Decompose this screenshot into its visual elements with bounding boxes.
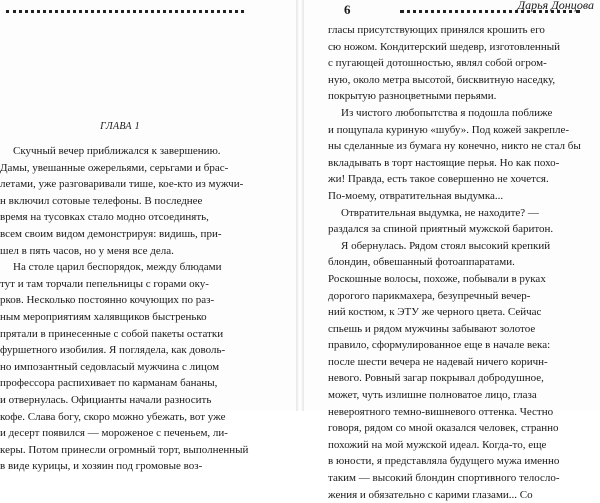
left-page-text xyxy=(0,143,272,475)
text-line: Отвратительная выдумка, не находите? — xyxy=(341,206,539,219)
text-line: покрытую разноцветными перьями. xyxy=(328,90,497,103)
running-head-author: Дарья Донцова xyxy=(517,0,594,12)
text-line: тут и там торчали пепельницы с горами оку- xyxy=(0,277,209,290)
text-line: н включил сотовые телефоны. В последнее xyxy=(0,194,203,207)
text-line: На столе царил беспорядок, между блюдами xyxy=(13,261,222,274)
text-line: всем своим видом демонстрируя: видишь, при- xyxy=(0,227,222,240)
text-line: профессора распихивает по карманам бананы, xyxy=(0,377,218,390)
text-line: в виде курицы, и хозяин под громовые воз- xyxy=(0,460,203,473)
right-page-text xyxy=(328,22,596,503)
text-line: фуршетного изобилия. Я поглядела, как доволь- xyxy=(0,344,226,357)
text-line: раздался за спиной приятный мужской баритон. xyxy=(328,223,554,236)
text-line: По-моему, отвратительная выдумка... xyxy=(328,189,504,202)
text-line: дорогого парикмахера, безупречный вечер- xyxy=(328,289,531,302)
text-line: и пощупала куриную «шубу». Под кожей закрепле- xyxy=(328,123,570,136)
text-line: Роскошные волосы, похоже, побывали в руках xyxy=(328,272,546,285)
page-number: 6 xyxy=(344,2,351,17)
text-line: Я обернулась. Рядом стоял высокий крепкий xyxy=(341,239,551,252)
text-line: керы. Потом принесли огромный торт, выполненный xyxy=(0,443,249,456)
text-line: жения и обязательно с карими глазами... Со xyxy=(328,488,533,501)
chapter-title: ГЛАВА 1 xyxy=(100,121,140,132)
text-line: сю ножом. Кондитерский шедевр, изготовленный xyxy=(328,40,560,53)
text-line: Из чистого любопытства я подошла поближе xyxy=(341,106,553,119)
text-line: невероятного темно-вишневого оттенка. Честно xyxy=(328,405,554,418)
header-dotted-rule xyxy=(6,10,244,13)
text-line: шел в пять часов, но у меня все дела. xyxy=(0,244,174,257)
text-line: ную, около метра высотой, бисквитную наседку, xyxy=(328,73,556,86)
left-page xyxy=(0,0,296,473)
text-line: ний костюм, к ЭТУ же черного цвета. Сейчас xyxy=(328,306,542,319)
text-line: гласы присутствующих принялся крошить его xyxy=(328,24,545,36)
text-line: невого. Ровный загар покрывал добродушное, xyxy=(328,372,544,385)
text-line: после шести вечера не надевай ничего коричн- xyxy=(328,355,548,368)
text-line: летами, уже разговаривали тише, кое-кто из мужчи- xyxy=(0,178,244,191)
text-line: и отвернулась. Официанты начали разносить xyxy=(0,393,212,406)
text-line: блондин, обвешанный фотоаппаратами. xyxy=(328,256,515,269)
text-line: ны сделанные из бумага ну конечно, никто не стал бы xyxy=(328,140,581,153)
text-line: Скучный вечер приближался к завершению. xyxy=(13,145,221,157)
text-line: рков. Несколько постоянно кочующих по раз- xyxy=(0,294,215,307)
text-line: прятали в принесенные с собой пакеты остатки xyxy=(0,327,224,340)
text-line: вкладывать в торт настоящие перья. Но как похо- xyxy=(328,156,560,169)
text-line: с пугающей дотошностью, являл собой огром- xyxy=(328,57,547,70)
text-line: Дамы, увешанные ожерельями, серьгами и брас- xyxy=(0,161,229,174)
text-line: таким — высокий блондин спортивного телосло- xyxy=(328,472,560,485)
text-line: говоря, рядом со мной оказался человек, странно xyxy=(328,422,559,435)
book-gutter xyxy=(296,0,304,411)
text-line: ным мероприятиям халявщиков быстренько xyxy=(0,310,207,323)
text-line: в юности, я представляла будущего мужа именно xyxy=(328,455,560,468)
text-line: жи! Правда, есть такое совершенно не хочется. xyxy=(328,173,549,186)
text-line: спьешь и рядом мужчины забывают золотое xyxy=(328,322,536,335)
text-line: правило, сформулированное еще в начале века: xyxy=(328,339,551,352)
text-line: но импозантный седовласый мужчина с лицом xyxy=(0,360,220,373)
text-line: и десерт появился — мороженое с печеньем, ли- xyxy=(0,427,228,440)
text-line: похожий на мой мужской идеал. Когда-то, еще xyxy=(328,438,547,451)
text-line: время на тусовках стало модно отсоединять, xyxy=(0,211,209,224)
text-line: кофе. Слава богу, скоро можно убежать, вот уже xyxy=(0,410,226,423)
text-line: может, чуть излишне полноватое лицо, глаза xyxy=(328,389,537,402)
right-page xyxy=(304,0,600,501)
